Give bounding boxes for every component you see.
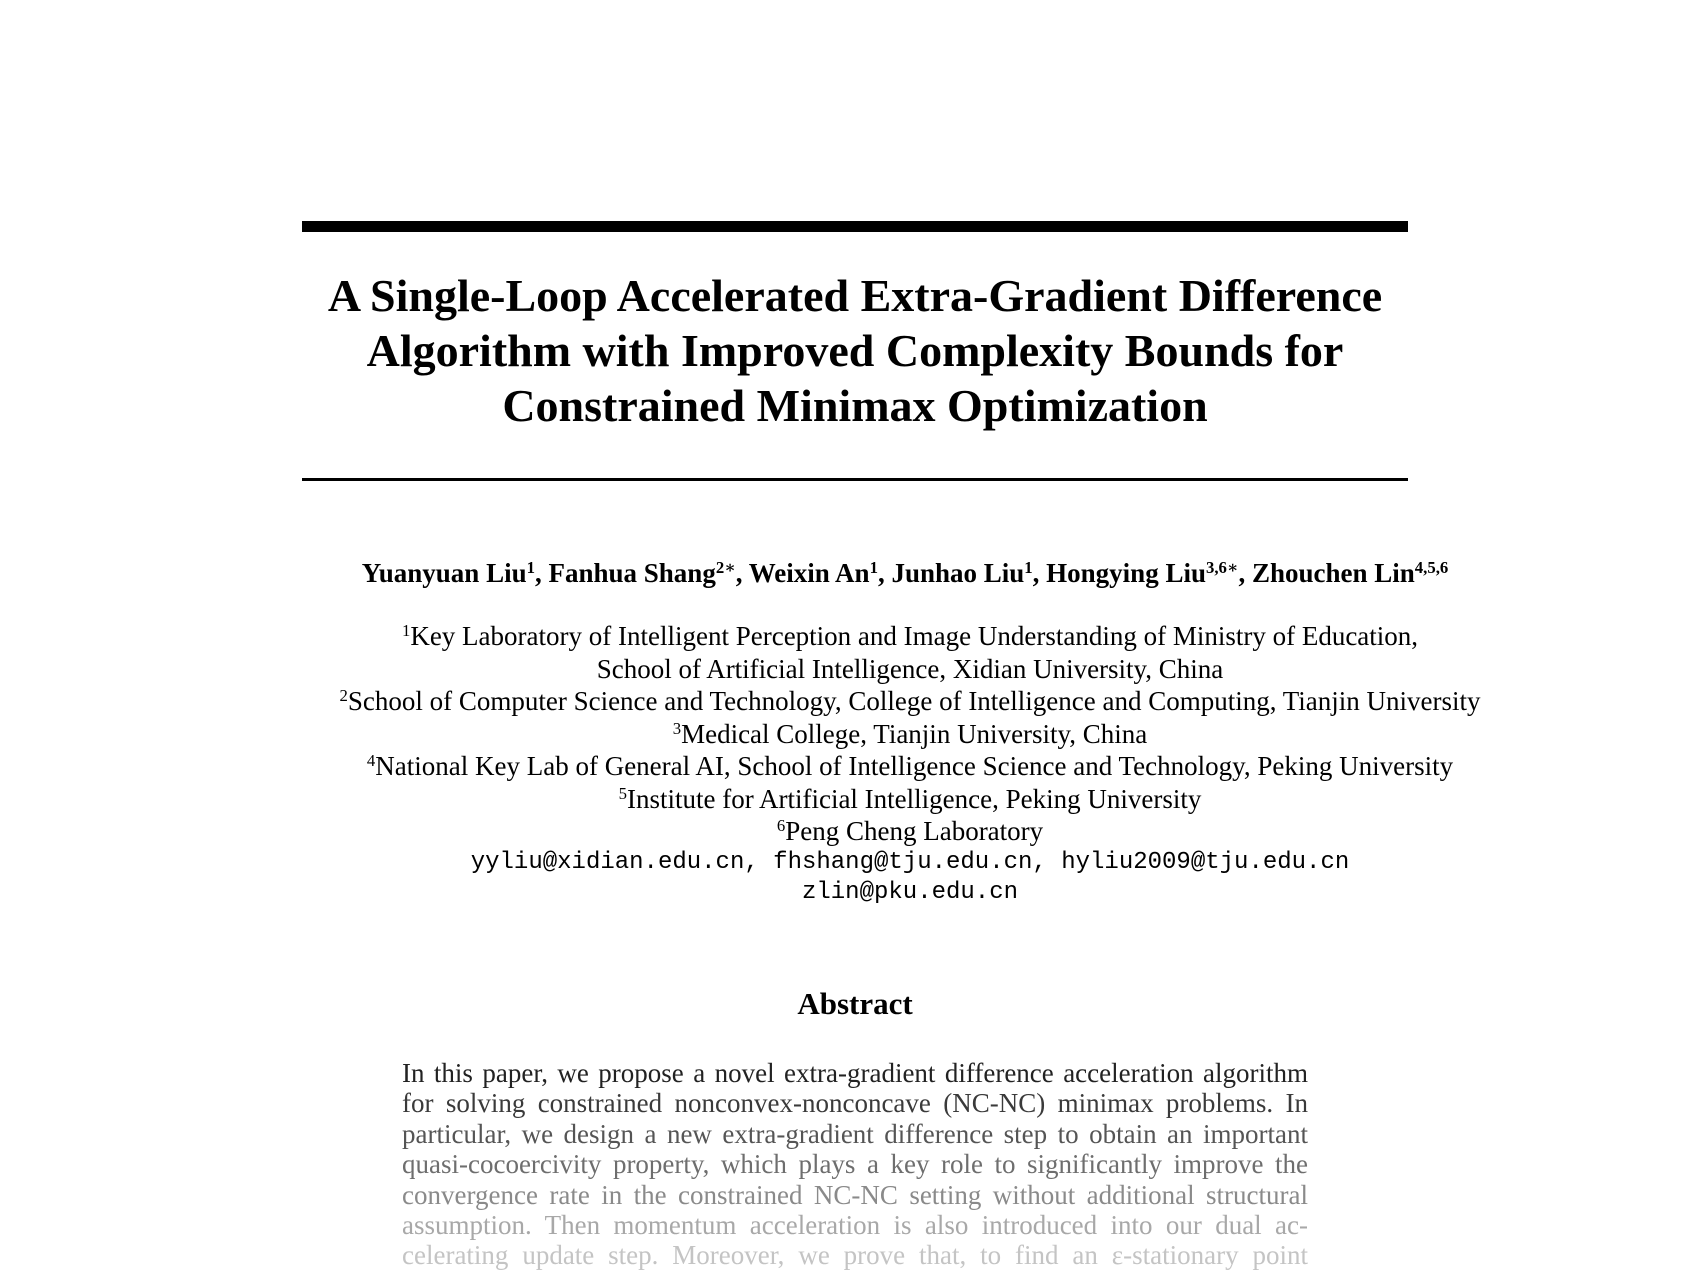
email-line: yyliu@xidian.edu.cn, fhshang@tju.edu.cn, hyliu2009@tju.edu.cn xyxy=(470,848,1350,876)
affiliation: $^4$National Key Lab of General AI, School of Intelligence Science and Technology, Peking University xyxy=(366,750,1454,781)
abstract-line: quasi-cocoercivity property, which plays a key role to significantly improve the xyxy=(402,1149,1308,1180)
author: Weixin An$^1$, xyxy=(748,557,892,588)
abstract-line: for solving constrained nonconvex-nonconcave (NC-NC) minimax problems. In xyxy=(402,1088,1308,1119)
author: Zhouchen Lin$^{4,5,6}$ xyxy=(1251,557,1449,588)
abstract-line: celerating update step. Moreover, we prove that, to find an ε-stationary point xyxy=(402,1240,1308,1271)
title-bottom-rule xyxy=(302,478,1408,481)
title-line: Constrained Minimax Optimization xyxy=(502,380,1208,431)
corresponding-mark: ∗ xyxy=(724,557,736,577)
affiliation: $^6$Peng Cheng Laboratory xyxy=(776,815,1044,846)
title-line: Algorithm with Improved Complexity Bounds for xyxy=(366,325,1344,376)
affiliation: School of Artificial Intelligence, Xidian University, China xyxy=(596,653,1224,684)
affiliation: $^5$Institute for Artificial Intelligence, Peking University xyxy=(618,783,1202,814)
author: Junhao Liu$^1$, xyxy=(891,557,1047,588)
affiliation: $^2$School of Computer Science and Technology, College of Intelligence and Computing, Tianjin University xyxy=(339,685,1481,716)
paper-title xyxy=(280,268,1430,433)
abstract-body xyxy=(402,1058,1308,1271)
author: Yuanyuan Liu$^1$, xyxy=(361,557,549,588)
author: Fanhua Shang$^{2∗}$, xyxy=(548,557,749,588)
abstract-line: convergence rate in the constrained NC-NC setting without additional structural xyxy=(402,1179,1308,1210)
affiliation: $^1$Key Laboratory of Intelligent Perception and Image Understanding of Ministry of Education, xyxy=(401,620,1419,651)
title-top-rule xyxy=(302,221,1408,232)
author: Hongying Liu$^{3,6∗}$, xyxy=(1046,557,1252,588)
abstract-line: assumption. Then momentum acceleration is also introduced into our dual ac- xyxy=(402,1209,1308,1240)
affiliation-list xyxy=(280,620,1540,908)
corresponding-mark: ∗ xyxy=(1226,557,1239,577)
abstract-line: In this paper, we propose a novel extra-gradient difference acceleration algorithm xyxy=(402,1058,1308,1088)
email-line: zlin@pku.edu.cn xyxy=(801,878,1019,906)
affiliation: $^3$Medical College, Tianjin University, China xyxy=(672,718,1148,749)
title-line: A Single-Loop Accelerated Extra-Gradient Difference xyxy=(327,270,1383,321)
author-list xyxy=(300,555,1510,591)
abstract-heading: Abstract xyxy=(797,986,913,1021)
abstract-line: particular, we design a new extra-gradient difference step to obtain an important xyxy=(402,1118,1308,1149)
